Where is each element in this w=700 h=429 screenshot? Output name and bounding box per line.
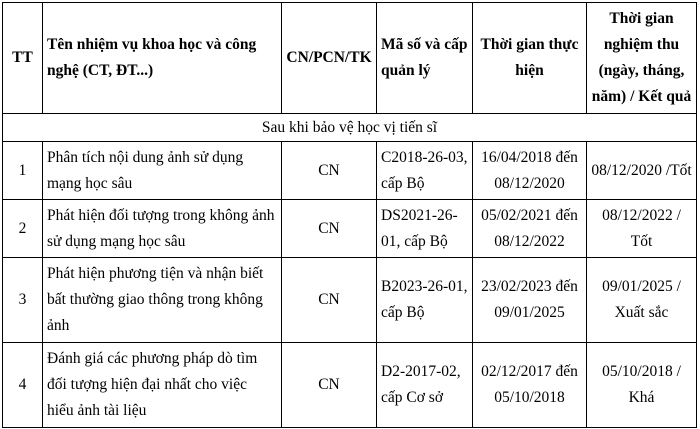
row-code: B2023-26-01, cấp Bộ <box>377 258 473 343</box>
row-duration: 23/02/2023 đến 09/01/2025 <box>473 258 587 343</box>
section-label: Sau khi bảo vệ học vị tiến sĩ <box>3 114 697 142</box>
row-role: CN <box>282 142 377 200</box>
row-task-name: Phân tích nội dung ảnh sử dụng mạng học sâu <box>43 142 282 200</box>
row-duration: 05/02/2021 đến 08/12/2022 <box>473 200 587 258</box>
row-tt: 2 <box>3 200 43 258</box>
table-row <box>3 142 697 200</box>
row-task-name: Phát hiện đối tượng trong không ảnh sử dụng mạng học sâu <box>43 200 282 258</box>
row-tt: 1 <box>3 142 43 200</box>
row-code: D2-2017-02, cấp Cơ sở <box>377 343 473 428</box>
row-acceptance: 09/01/2025 / Xuất sắc <box>587 258 697 343</box>
header-row <box>3 3 697 114</box>
row-tt: 4 <box>3 343 43 428</box>
table-row <box>3 200 697 258</box>
row-task-name: Đánh giá các phương pháp dò tìm đối tượng hiện đại nhất cho việc hiểu ảnh tài liệu <box>43 343 282 428</box>
header-acceptance: Thời gian nghiệm thu (ngày, tháng, năm) / Kết quả <box>587 3 697 114</box>
row-role: CN <box>282 343 377 428</box>
research-tasks-table <box>2 2 697 428</box>
header-task-name: Tên nhiệm vụ khoa học và công nghệ (CT, ĐT...) <box>43 3 282 114</box>
section-row <box>3 114 697 142</box>
row-code: DS2021-26-01, cấp Bộ <box>377 200 473 258</box>
row-acceptance: 08/12/2022 / Tốt <box>587 200 697 258</box>
row-tt: 3 <box>3 258 43 343</box>
row-role: CN <box>282 200 377 258</box>
header-tt: TT <box>3 3 43 114</box>
header-code-level: Mã số và cấp quản lý <box>377 3 473 114</box>
table-row <box>3 343 697 428</box>
row-acceptance: 05/10/2018 / Khá <box>587 343 697 428</box>
row-acceptance: 08/12/2020 /Tốt <box>587 142 697 200</box>
header-duration: Thời gian thực hiện <box>473 3 587 114</box>
row-duration: 16/04/2018 đến 08/12/2020 <box>473 142 587 200</box>
row-role: CN <box>282 258 377 343</box>
table-row <box>3 258 697 343</box>
row-duration: 02/12/2017 đến 05/10/2018 <box>473 343 587 428</box>
row-code: C2018-26-03, cấp Bộ <box>377 142 473 200</box>
row-task-name: Phát hiện phương tiện và nhận biết bất thường giao thông trong không ảnh <box>43 258 282 343</box>
header-role: CN/PCN/TK <box>282 3 377 114</box>
